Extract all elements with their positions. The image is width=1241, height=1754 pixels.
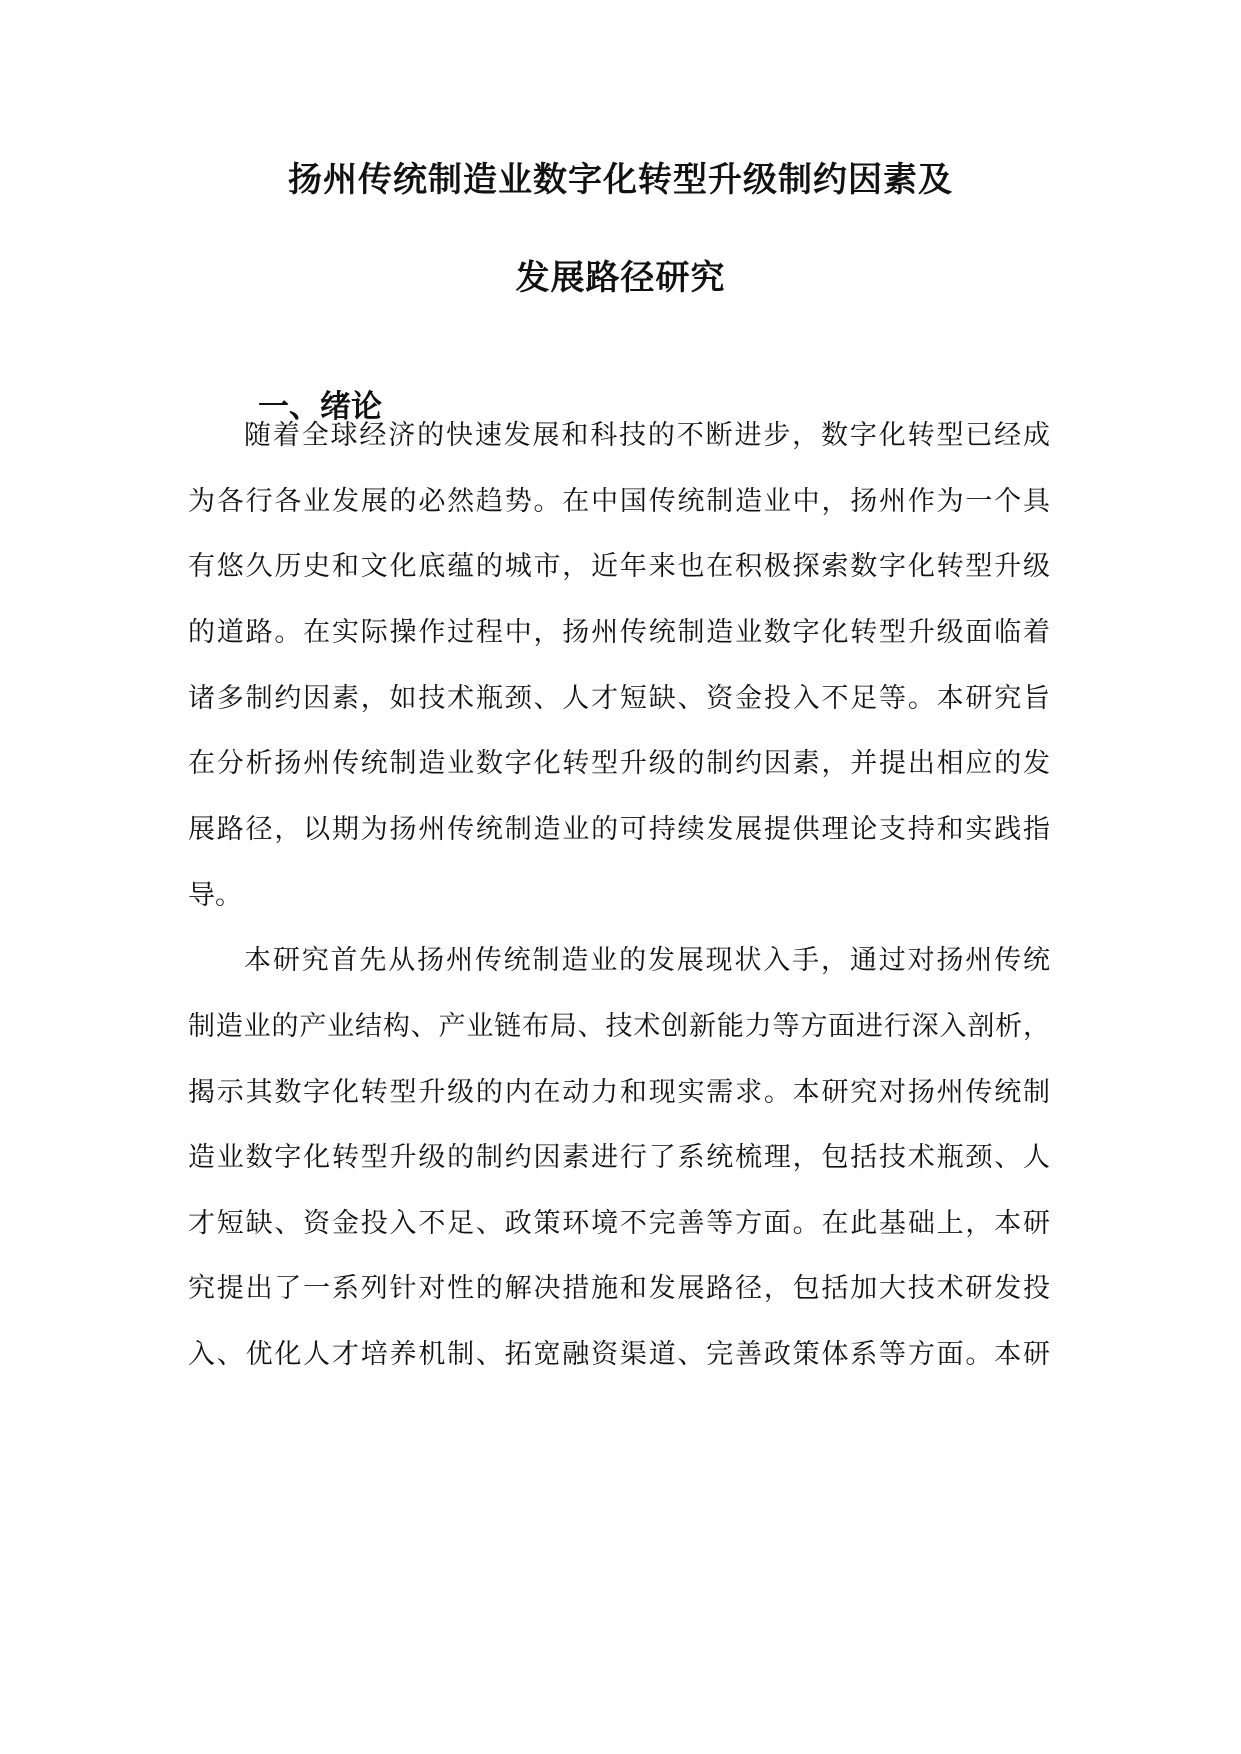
paragraph-line: 导。 — [188, 880, 242, 911]
section-heading: 一、绪论 — [258, 389, 382, 425]
paragraph-line: 制造业的产业结构、产业链布局、技术创新能力等方面进行深入剖析， — [188, 1011, 1050, 1042]
paragraph-line: 本研究首先从扬州传统制造业的发展现状入手，通过对扬州传统 — [244, 945, 1050, 976]
paragraph-line: 揭示其数字化转型升级的内在动力和现实需求。本研究对扬州传统制 — [188, 1077, 1050, 1108]
paragraph-line: 诸多制约因素，如技术瓶颈、人才短缺、资金投入不足等。本研究旨 — [188, 683, 1050, 714]
paragraph-line: 为各行各业发展的必然趋势。在中国传统制造业中，扬州作为一个具 — [188, 486, 1050, 517]
paragraph-line: 造业数字化转型升级的制约因素进行了系统梳理，包括技术瓶颈、人 — [188, 1142, 1050, 1173]
paragraph-line: 展路径，以期为扬州传统制造业的可持续发展提供理论支持和实践指 — [188, 814, 1050, 845]
paragraph-line: 才短缺、资金投入不足、政策环境不完善等方面。在此基础上，本研 — [188, 1208, 1050, 1239]
document-title-line-2: 发展路径研究 — [515, 258, 726, 298]
paragraph-line: 入、优化人才培养机制、拓宽融资渠道、完善政策体系等方面。本研 — [188, 1339, 1050, 1370]
paragraph-line: 有悠久历史和文化底蕴的城市，近年来也在积极探索数字化转型升级 — [188, 551, 1050, 582]
document-title-line-1: 扬州传统制造业数字化转型升级制约因素及 — [288, 160, 953, 200]
paragraph-line: 的道路。在实际操作过程中，扬州传统制造业数字化转型升级面临着 — [188, 617, 1050, 648]
paragraph-line: 随着全球经济的快速发展和科技的不断进步，数字化转型已经成 — [244, 420, 1050, 451]
paragraph-line: 在分析扬州传统制造业数字化转型升级的制约因素，并提出相应的发 — [188, 748, 1050, 779]
paragraph-line: 究提出了一系列针对性的解决措施和发展路径，包括加大技术研发投 — [188, 1273, 1050, 1304]
